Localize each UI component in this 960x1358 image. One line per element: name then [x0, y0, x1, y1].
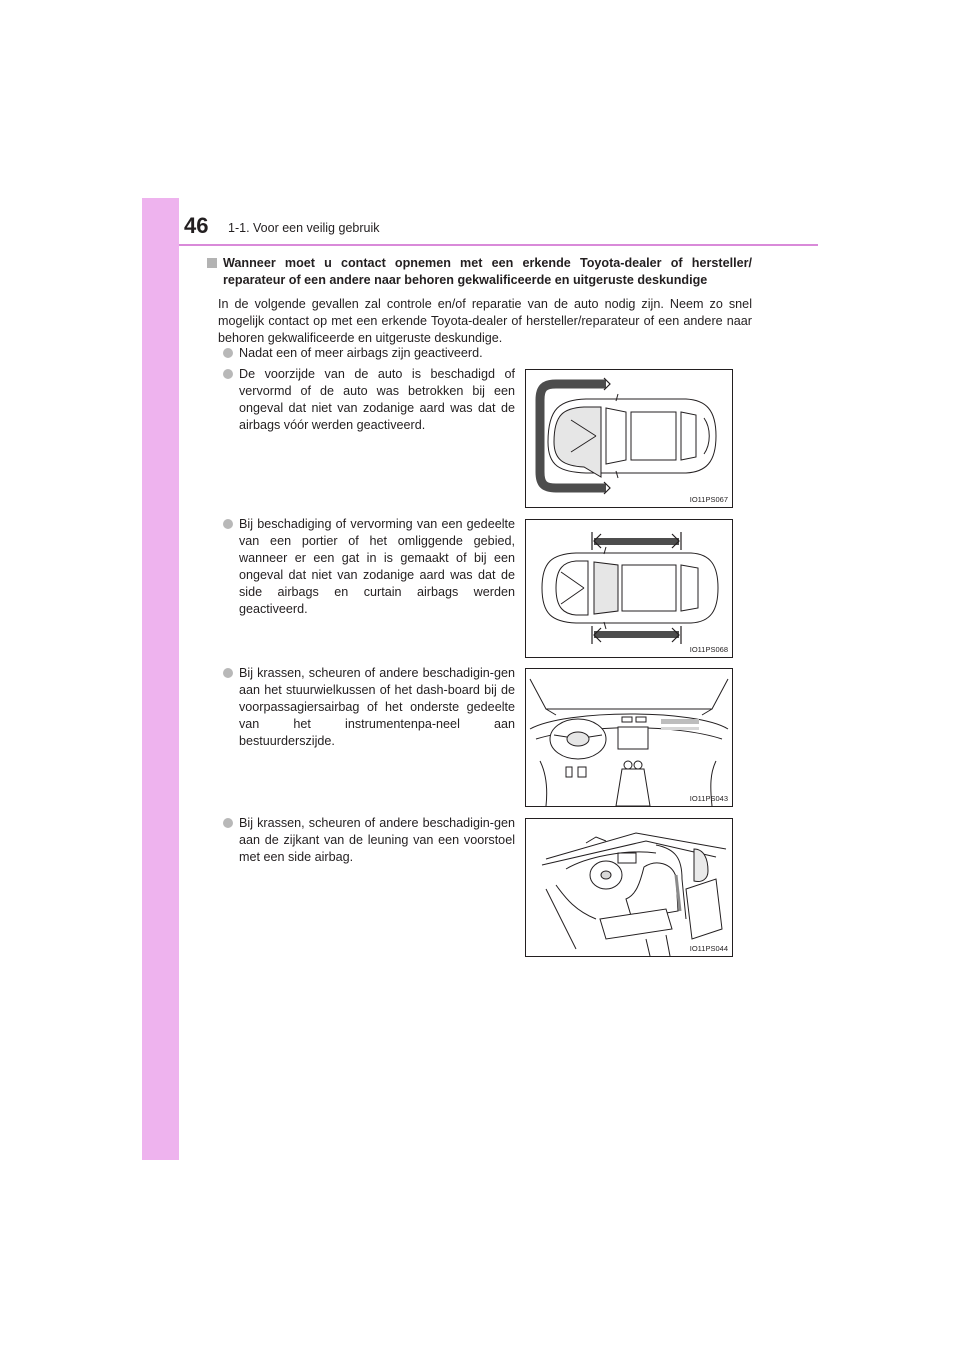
- section-heading-text: Wanneer moet u contact opnemen met een erkende Toyota-dealer of hersteller/ reparateur of een andere naar behoren gekwalificeerde en uitgeruste deskundige: [223, 256, 752, 287]
- bullet-item: [223, 815, 515, 866]
- square-icon: [207, 258, 217, 268]
- bullet-icon: [223, 668, 233, 678]
- bullet-icon: [223, 519, 233, 529]
- section-heading: [207, 255, 752, 289]
- figure-code: IO11PS044: [689, 944, 728, 953]
- bullet-item: [223, 665, 515, 750]
- intro-paragraph: In de volgende gevallen zal controle en/of reparatie van de auto nodig zijn. Neem zo snel mogelijk contact op met een erkende Toyota-dealer of hersteller/reparateur of een andere naar behoren gekwalificeerde en uitgeruste deskundige.: [218, 297, 752, 345]
- figure-front-damage: [525, 369, 733, 508]
- figure-code: IO11PS068: [689, 645, 728, 654]
- section: [207, 255, 752, 347]
- bullet-icon: [223, 369, 233, 379]
- bullet-icon: [223, 348, 233, 358]
- front-seat-illustration: [526, 819, 732, 956]
- bullet-text: De voorzijde van de auto is beschadigd of vervormd of de auto was betrokken bij een ongeval dat niet van zodanige aard was dat de airbags vóór werden geactiveerd.: [239, 367, 515, 432]
- car-top-view-illustration: [526, 520, 732, 657]
- figure-front-seat: [525, 818, 733, 957]
- figure-side-damage: [525, 519, 733, 658]
- bullet-item: [223, 345, 523, 362]
- figure-dashboard: [525, 668, 733, 807]
- bullet-icon: [223, 818, 233, 828]
- figure-code: IO11PS067: [689, 495, 728, 504]
- bullet-text: Bij krassen, scheuren of andere beschadigin-gen aan de zijkant van de leuning van een voorstoel met een side airbag.: [239, 816, 515, 864]
- header-rule: [179, 244, 818, 246]
- chapter-title: 1-1. Voor een veilig gebruik: [228, 221, 380, 235]
- bullet-item: [223, 516, 515, 618]
- bullet-text: Bij krassen, scheuren of andere beschadigin-gen aan het stuurwielkussen of het dash-board bij de voorpassagiersairbag of het onderste gedeelte van het instrumentenpa-neel aan bestuurderszijde.: [239, 666, 515, 748]
- bullet-item: [223, 366, 515, 434]
- figure-code: IO11PS043: [689, 794, 728, 803]
- car-top-view-illustration: [526, 370, 732, 507]
- bullet-text: Nadat een of meer airbags zijn geactiveerd.: [239, 346, 483, 360]
- side-tab: [142, 198, 179, 1160]
- dashboard-illustration: [526, 669, 732, 806]
- page-number: 46: [184, 213, 209, 238]
- bullet-text: Bij beschadiging of vervorming van een gedeelte van een portier of het omliggende gebied, wanneer er een gat in is gemaakt of bij een ongeval dat niet van zodanige aard was dat de side airbags en curtain airbags werden geactiveerd.: [239, 517, 515, 616]
